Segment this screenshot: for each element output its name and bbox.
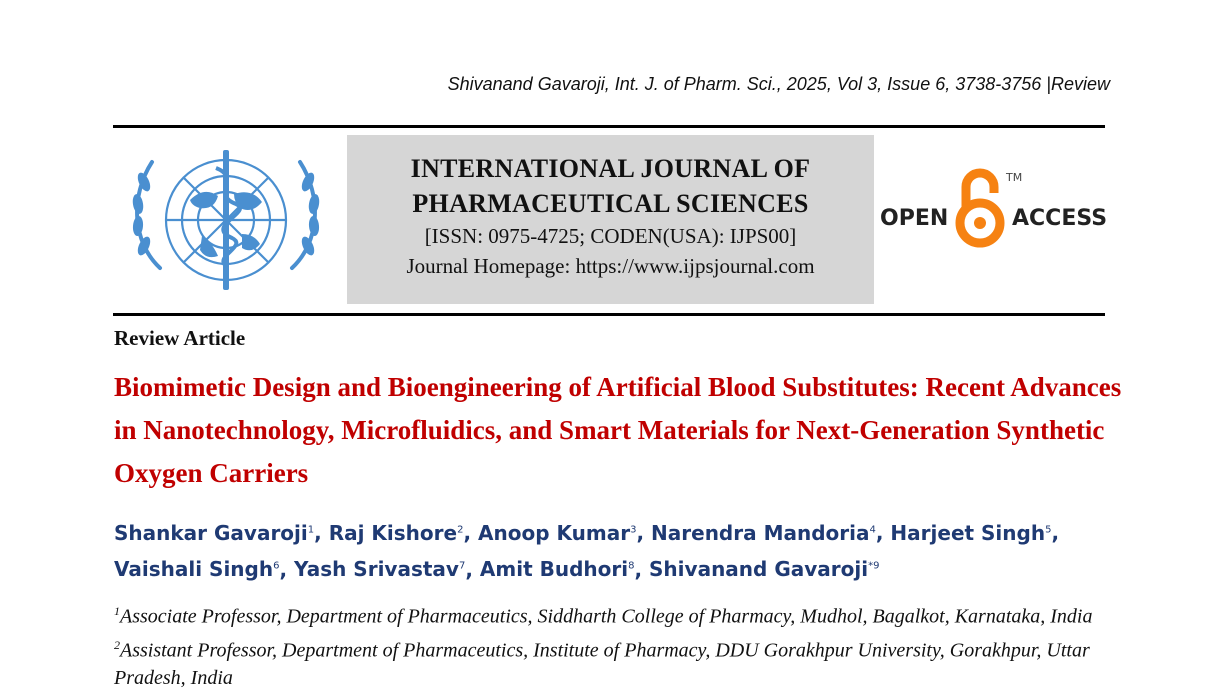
article-title: Biomimetic Design and Bioengineering of Artificial Blood Substitutes: Recent Advances in Nanotechnology, Microfluidics, and Smart Materials for Next-Generation Synthetic Oxygen Carriers xyxy=(114,372,1122,488)
journal-masthead xyxy=(347,135,874,304)
journal-title-line1: INTERNATIONAL JOURNAL OF xyxy=(410,154,811,183)
author[interactable]: Harjeet Singh$^5$ xyxy=(890,520,1052,545)
author[interactable]: Yash Srivastav$^7$ xyxy=(294,557,466,582)
journal-issn: [ISSN: 0975-4725; CODEN(USA): IJPS00] xyxy=(424,224,797,248)
open-access-text-left: OPEN xyxy=(880,206,949,231)
trademark-text: TM xyxy=(1006,171,1023,184)
running-header: Shivanand Gavaroji, Int. J. of Pharm. Sci., 2025, Vol 3, Issue 6, 3738-3756 |Review xyxy=(447,74,1110,94)
header-rule-bottom xyxy=(113,313,1105,316)
affiliation-item: $^2$Assistant Professor, Department of Pharmaceutics, Institute of Pharmacy, DDU Gorakhpur University, Gorakhpur, Uttar Pradesh, India xyxy=(114,637,1090,690)
globe-caduceus-emblem-icon xyxy=(124,138,328,302)
journal-title-line2: PHARMACEUTICAL SCIENCES xyxy=(412,189,809,218)
affiliation-item: $^1$Associate Professor, Department of Pharmaceutics, Siddharth College of Pharmacy, Mudhol, Bagalkot, Karnataka, India xyxy=(114,604,1093,628)
header-rule-top xyxy=(113,125,1105,128)
affiliations xyxy=(114,597,1094,692)
journal-homepage: Journal Homepage: https://www.ijpsjournal.com xyxy=(406,254,815,278)
author[interactable]: Anoop Kumar$^3$ xyxy=(478,520,637,545)
author-list: Shankar Gavaroji$^1$, Raj Kishore$^2$, Anoop Kumar$^3$, Narendra Mandoria$^4$, Harjeet Singh$^5$, Vaishali Singh$^6$, Yash Srivastav$^7$, Amit Budhori$^8$, Shivanand Gavaroji$^{*9}$ xyxy=(114,520,1060,582)
author[interactable]: Raj Kishore$^2$ xyxy=(328,520,464,545)
author[interactable]: Narendra Mandoria$^4$ xyxy=(651,520,876,545)
author[interactable]: Amit Budhori$^8$ xyxy=(479,557,635,582)
article-type: Review Article xyxy=(114,326,246,350)
author[interactable]: Shankar Gavaroji$^1$ xyxy=(114,520,315,545)
open-access-text-right: ACCESS xyxy=(1012,206,1108,231)
author[interactable]: Vaishali Singh$^6$ xyxy=(114,557,280,582)
open-access-lock-icon xyxy=(880,165,1108,251)
author-corresponding[interactable]: Shivanand Gavaroji$^{*9}$ xyxy=(649,557,880,582)
